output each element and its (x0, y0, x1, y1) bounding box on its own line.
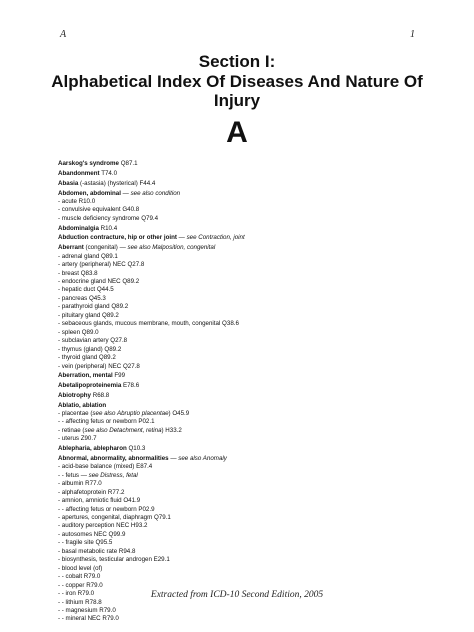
index-subentry (58, 354, 438, 362)
entry-term: - blood level (of) (58, 564, 103, 572)
entry-term: - endocrine gland NEC Q89.2 (58, 277, 140, 285)
entry-term: - autosomes NEC Q99.9 (58, 530, 126, 538)
index-entry (58, 225, 438, 233)
entry-code: F99 (112, 372, 126, 380)
index-subentry (58, 463, 438, 471)
section-subtitle-line2: Injury (213, 91, 261, 110)
index-entry (58, 234, 438, 242)
index-entry (58, 190, 438, 198)
entry-term: - basal metabolic rate R94.8 (58, 547, 136, 555)
entry-term: - spleen Q89.0 (58, 328, 99, 336)
index-entry (58, 445, 438, 453)
entry-cross-reference: see also Abruptio placentae (92, 409, 169, 417)
entry-code: — (168, 454, 179, 462)
entry-term: - thymus (gland) Q89.2 (58, 345, 122, 353)
index-entry-list (58, 159, 438, 624)
index-subentry (58, 489, 438, 497)
entry-term: - retinae ( (58, 426, 85, 434)
page-number: 1 (410, 29, 415, 40)
index-entry (58, 180, 438, 188)
index-subentry (58, 410, 438, 418)
entry-code: Q10.3 (126, 445, 146, 453)
index-subentry (58, 472, 438, 480)
entry-term: - acute R10.0 (58, 198, 96, 205)
entry-term: Abdominalgia (58, 224, 99, 232)
running-header-letter: A (60, 29, 67, 40)
section-subtitle-line1: Alphabetical Index Of Diseases And Nature Of (51, 72, 423, 91)
index-subentry (58, 215, 438, 223)
entry-term: - muscle deficiency syndrome Q79.4 (58, 214, 159, 222)
index-subentry (58, 556, 438, 564)
index-subentry (58, 278, 438, 286)
index-subentry (58, 261, 438, 269)
index-subentry (58, 329, 438, 337)
entry-term: - vein (peripheral) NEC Q27.8 (58, 362, 140, 370)
entry-term: Abasia (58, 179, 79, 187)
entry-code: ) O45.9 (168, 409, 190, 417)
entry-term: - - iron R79.0 (58, 590, 95, 598)
entry-term: - - fetus — (58, 471, 89, 479)
index-subentry (58, 435, 438, 443)
index-entry (58, 170, 438, 178)
entry-term: Aarskog's syndrome (58, 160, 119, 168)
index-subentry (58, 312, 438, 320)
index-entry (58, 244, 438, 252)
entry-term: - hepatic duct Q44.5 (58, 286, 114, 294)
entry-term: - - mineral NEC R79.0 (58, 615, 119, 623)
entry-term: - - lithium R78.8 (58, 598, 102, 606)
entry-term: Abnormal, abnormality, abnormalities (58, 454, 169, 462)
entry-term: Aberrant (58, 244, 84, 252)
index-entry (58, 372, 438, 380)
entry-term: Abduction contracture, hip or other joint (58, 234, 177, 242)
entry-term: - parathyroid gland Q89.2 (58, 303, 129, 311)
entry-term: - breast Q83.8 (58, 269, 98, 277)
entry-cross-reference: see also condition (130, 189, 181, 197)
entry-term: - convulsive equivalent G40.8 (58, 206, 140, 214)
entry-code: — (120, 189, 131, 197)
entry-term: - - affecting fetus or newborn P02.9 (58, 505, 155, 513)
entry-term: - thyroid gland Q89.2 (58, 354, 116, 362)
entry-code: E78.6 (121, 382, 140, 389)
index-entry (58, 382, 438, 390)
index-subentry (58, 270, 438, 278)
entry-term: - - magnesium R79.0 (58, 606, 116, 614)
index-subentry (58, 198, 438, 206)
section-subtitle (0, 72, 474, 110)
index-subentry (58, 615, 438, 623)
entry-term: - amnion, amniotic fluid O41.9 (58, 497, 141, 505)
index-subentry (58, 539, 438, 547)
entry-cross-reference: see Distress, fetal (88, 471, 138, 479)
entry-term: - biosynthesis, testicular androgen E29.1 (58, 556, 170, 564)
entry-code: R68.8 (91, 391, 110, 399)
entry-term: - apertures, congenital, diaphragm Q79.1 (58, 513, 171, 521)
entry-term: - - cobalt R79.0 (58, 573, 101, 581)
entry-code: (congenital) — (83, 244, 128, 252)
index-subentry (58, 607, 438, 615)
entry-term: - albumin R77.0 (58, 480, 102, 488)
index-entry (58, 402, 438, 410)
index-subentry (58, 303, 438, 311)
entry-term: - subclavian artery Q27.8 (58, 337, 128, 345)
index-subentry (58, 206, 438, 214)
entry-cross-reference: see also Anomaly (178, 454, 227, 462)
index-subentry (58, 506, 438, 514)
entry-code: (-astasia) (hysterical) F44.4 (78, 179, 156, 187)
index-subentry (58, 497, 438, 505)
index-subentry (58, 295, 438, 303)
entry-term: Abdomen, abdominal (58, 189, 121, 197)
section-title: Section I: (198, 52, 276, 71)
entry-term: Aberration, mental (58, 372, 113, 380)
index-entry (58, 392, 438, 400)
index-subentry (58, 514, 438, 522)
entry-term: - acid-base balance (mixed) E87.4 (58, 463, 153, 471)
entry-term: - pancreas Q45.3 (58, 294, 106, 302)
entry-term: - pituitary gland Q89.2 (58, 311, 119, 319)
index-subentry (58, 363, 438, 371)
index-subentry (58, 565, 438, 573)
entry-cross-reference: see Contraction, joint (186, 234, 245, 242)
entry-term: Ablepharia, ablepharon (58, 445, 127, 453)
source-footer: Extracted from ICD-10 Second Edition, 2005 (150, 590, 324, 600)
index-subentry (58, 418, 438, 426)
entry-code: ) H33.2 (161, 426, 182, 434)
index-subentry (58, 346, 438, 354)
entry-term: Abetalipoproteinemia (58, 382, 122, 389)
index-subentry (58, 253, 438, 261)
entry-term: Ablatio, ablation (58, 401, 107, 409)
index-letter-heading: A (226, 116, 248, 149)
index-subentry (58, 337, 438, 345)
entry-term: - - fragile site Q95.5 (58, 539, 113, 547)
entry-term: - sebaceous glands, mucous membrane, mouth, congenital Q38.6 (58, 320, 239, 328)
entry-cross-reference: see also Detachment, retina (84, 426, 162, 434)
index-entry (58, 455, 438, 463)
entry-term: - placentae ( (58, 409, 93, 417)
index-subentry (58, 573, 438, 581)
entry-term: - - affecting fetus or newborn P02.1 (58, 418, 155, 426)
index-subentry (58, 548, 438, 556)
index-subentry (58, 480, 438, 488)
index-subentry (58, 320, 438, 328)
entry-term: - uterus Z90.7 (58, 435, 97, 443)
entry-code: R10.4 (98, 224, 118, 232)
entry-term: Abiotrophy (58, 391, 91, 399)
index-subentry (58, 522, 438, 530)
entry-term: - adrenal gland Q89.1 (58, 252, 118, 260)
index-entry (58, 160, 438, 168)
entry-code: Q87.1 (118, 160, 138, 168)
entry-term: - auditory perception NEC H93.2 (58, 522, 148, 530)
index-subentry (58, 582, 438, 590)
entry-term: - artery (peripheral) NEC Q27.8 (58, 261, 145, 269)
entry-code: — (176, 234, 187, 242)
index-subentry (58, 531, 438, 539)
index-subentry (58, 286, 438, 294)
entry-term: Abandonment (58, 170, 100, 178)
entry-cross-reference: see also Malposition, congenital (127, 244, 216, 252)
entry-term: - - copper R79.0 (58, 581, 103, 589)
entry-term: - alphafetoprotein R77.2 (58, 488, 125, 496)
entry-code: T74.0 (99, 170, 118, 178)
index-subentry (58, 427, 438, 435)
